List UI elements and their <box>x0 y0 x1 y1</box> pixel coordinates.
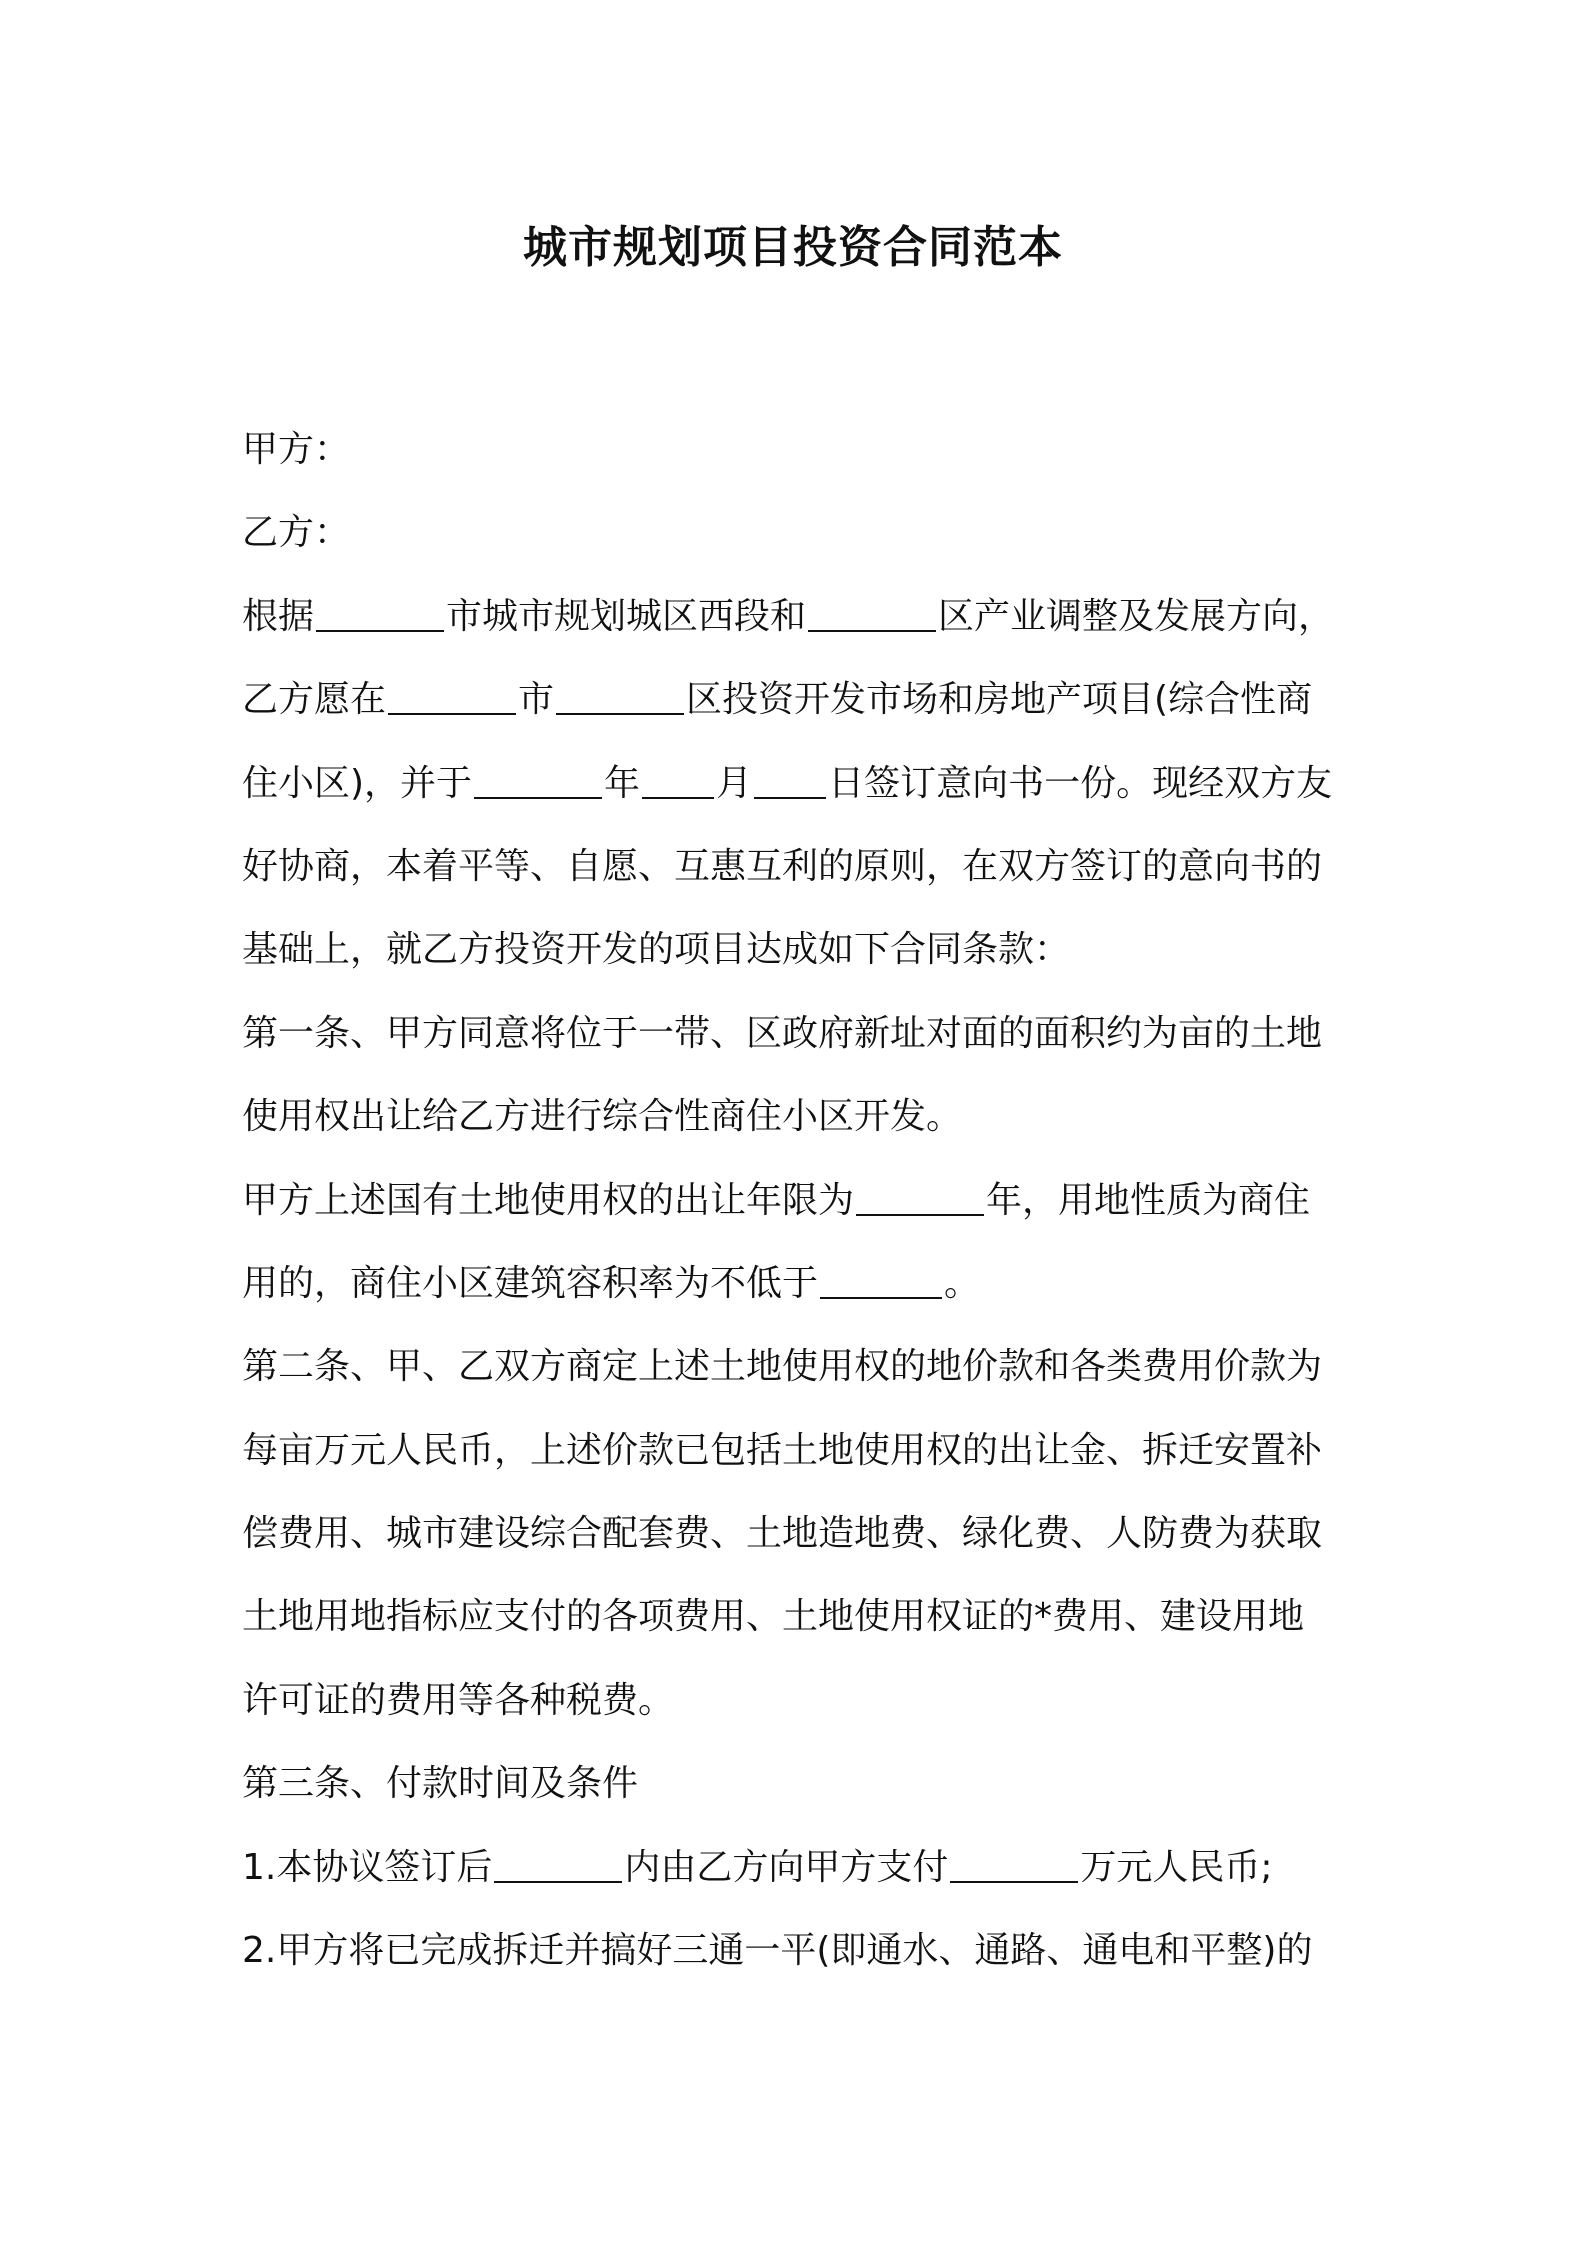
text-segment: 万元人民币; <box>1080 1846 1273 1888</box>
text-segment: 市城市规划城区西段和 <box>446 595 807 637</box>
paragraph-line <box>242 1409 1352 1492</box>
paragraph-line <box>242 1659 1352 1742</box>
text-segment: 区投资开发市场和房地产项目(综合性商 <box>686 679 1313 721</box>
fill-in-blank[interactable] <box>808 594 936 632</box>
fill-in-blank[interactable] <box>950 1845 1078 1883</box>
paragraph-line <box>242 658 1352 741</box>
party-a-label: 甲方： <box>242 429 351 470</box>
paragraph-line <box>242 1242 1352 1325</box>
text-segment: 日签订意向书一份。现经双方友 <box>828 762 1333 804</box>
text-segment: 第一条、甲方同意将位于一带、区政府新址对面的面积约为亩的土地 <box>242 1012 1323 1054</box>
text-segment: 每亩万元人民币，上述价款已包括土地使用权的出让金、拆迁安置补 <box>242 1429 1323 1471</box>
paragraph-line <box>242 1075 1352 1158</box>
fill-in-blank[interactable] <box>642 761 714 799</box>
party-b-line <box>242 491 1352 574</box>
fill-in-blank[interactable] <box>820 1261 942 1299</box>
document-body <box>242 408 1352 1992</box>
text-segment: 年，用地性质为商住 <box>986 1179 1311 1221</box>
paragraph-line <box>242 1575 1352 1658</box>
text-segment: 市 <box>518 679 555 721</box>
text-segment: 基础上，就乙方投资开发的项目达成如下合同条款： <box>242 929 1071 971</box>
text-segment: 土地用地指标应支付的各项费用、土地使用权证的*费用、建设用地 <box>242 1596 1305 1638</box>
article-line <box>242 1325 1352 1408</box>
text-segment: 偿费用、城市建设综合配套费、土地造地费、绿化费、人防费为获取 <box>242 1513 1323 1555</box>
text-segment: 甲方上述国有土地使用权的出让年限为 <box>242 1179 855 1221</box>
party-a-line <box>242 408 1352 491</box>
text-segment: 住小区)，并于 <box>242 762 473 804</box>
fill-in-blank[interactable] <box>556 677 684 715</box>
paragraph-line <box>242 575 1352 658</box>
clause-line <box>242 1909 1352 1992</box>
document-title: 城市规划项目投资合同范本 <box>523 222 1063 273</box>
text-segment: 乙方愿在 <box>242 679 387 721</box>
text-segment: 1.本协议签订后 <box>242 1846 493 1888</box>
fill-in-blank[interactable] <box>316 594 444 632</box>
text-segment: 使用权出让给乙方进行综合性商住小区开发。 <box>242 1096 963 1138</box>
text-segment: 第三条、付款时间及条件 <box>242 1763 639 1805</box>
text-segment: 2.甲方将已完成拆迁并搞好三通一平(即通水、通路、通电和平整)的 <box>242 1930 1313 1972</box>
fill-in-blank[interactable] <box>856 1178 984 1216</box>
party-b-label: 乙方： <box>242 512 351 554</box>
paragraph-line <box>242 1492 1352 1575</box>
text-segment: 年 <box>604 762 641 804</box>
text-segment: 许可证的费用等各种税费。 <box>242 1679 675 1721</box>
paragraph-line <box>242 908 1352 991</box>
fill-in-blank[interactable] <box>754 761 826 799</box>
text-segment: 内由乙方向甲方支付 <box>624 1846 949 1888</box>
text-segment: 第二条、甲、乙双方商定上述土地使用权的地价款和各类费用价款为 <box>242 1346 1323 1388</box>
fill-in-blank[interactable] <box>474 761 602 799</box>
text-segment: 用的，商住小区建筑容积率为不低于 <box>242 1262 819 1304</box>
paragraph-line <box>242 825 1352 908</box>
fill-in-blank[interactable] <box>388 677 516 715</box>
text-segment: 根据 <box>242 595 315 637</box>
text-segment: 月 <box>716 762 753 804</box>
fill-in-blank[interactable] <box>494 1845 622 1883</box>
text-segment: 区产业调整及发展方向， <box>938 595 1335 637</box>
paragraph-line <box>242 1159 1352 1242</box>
clause-line <box>242 1826 1352 1909</box>
text-segment: 好协商，本着平等、自愿、互惠互利的原则，在双方签订的意向书的 <box>242 845 1323 887</box>
article-line <box>242 1742 1352 1825</box>
article-line <box>242 992 1352 1075</box>
paragraph-line <box>242 742 1352 825</box>
text-segment: 。 <box>944 1262 981 1304</box>
